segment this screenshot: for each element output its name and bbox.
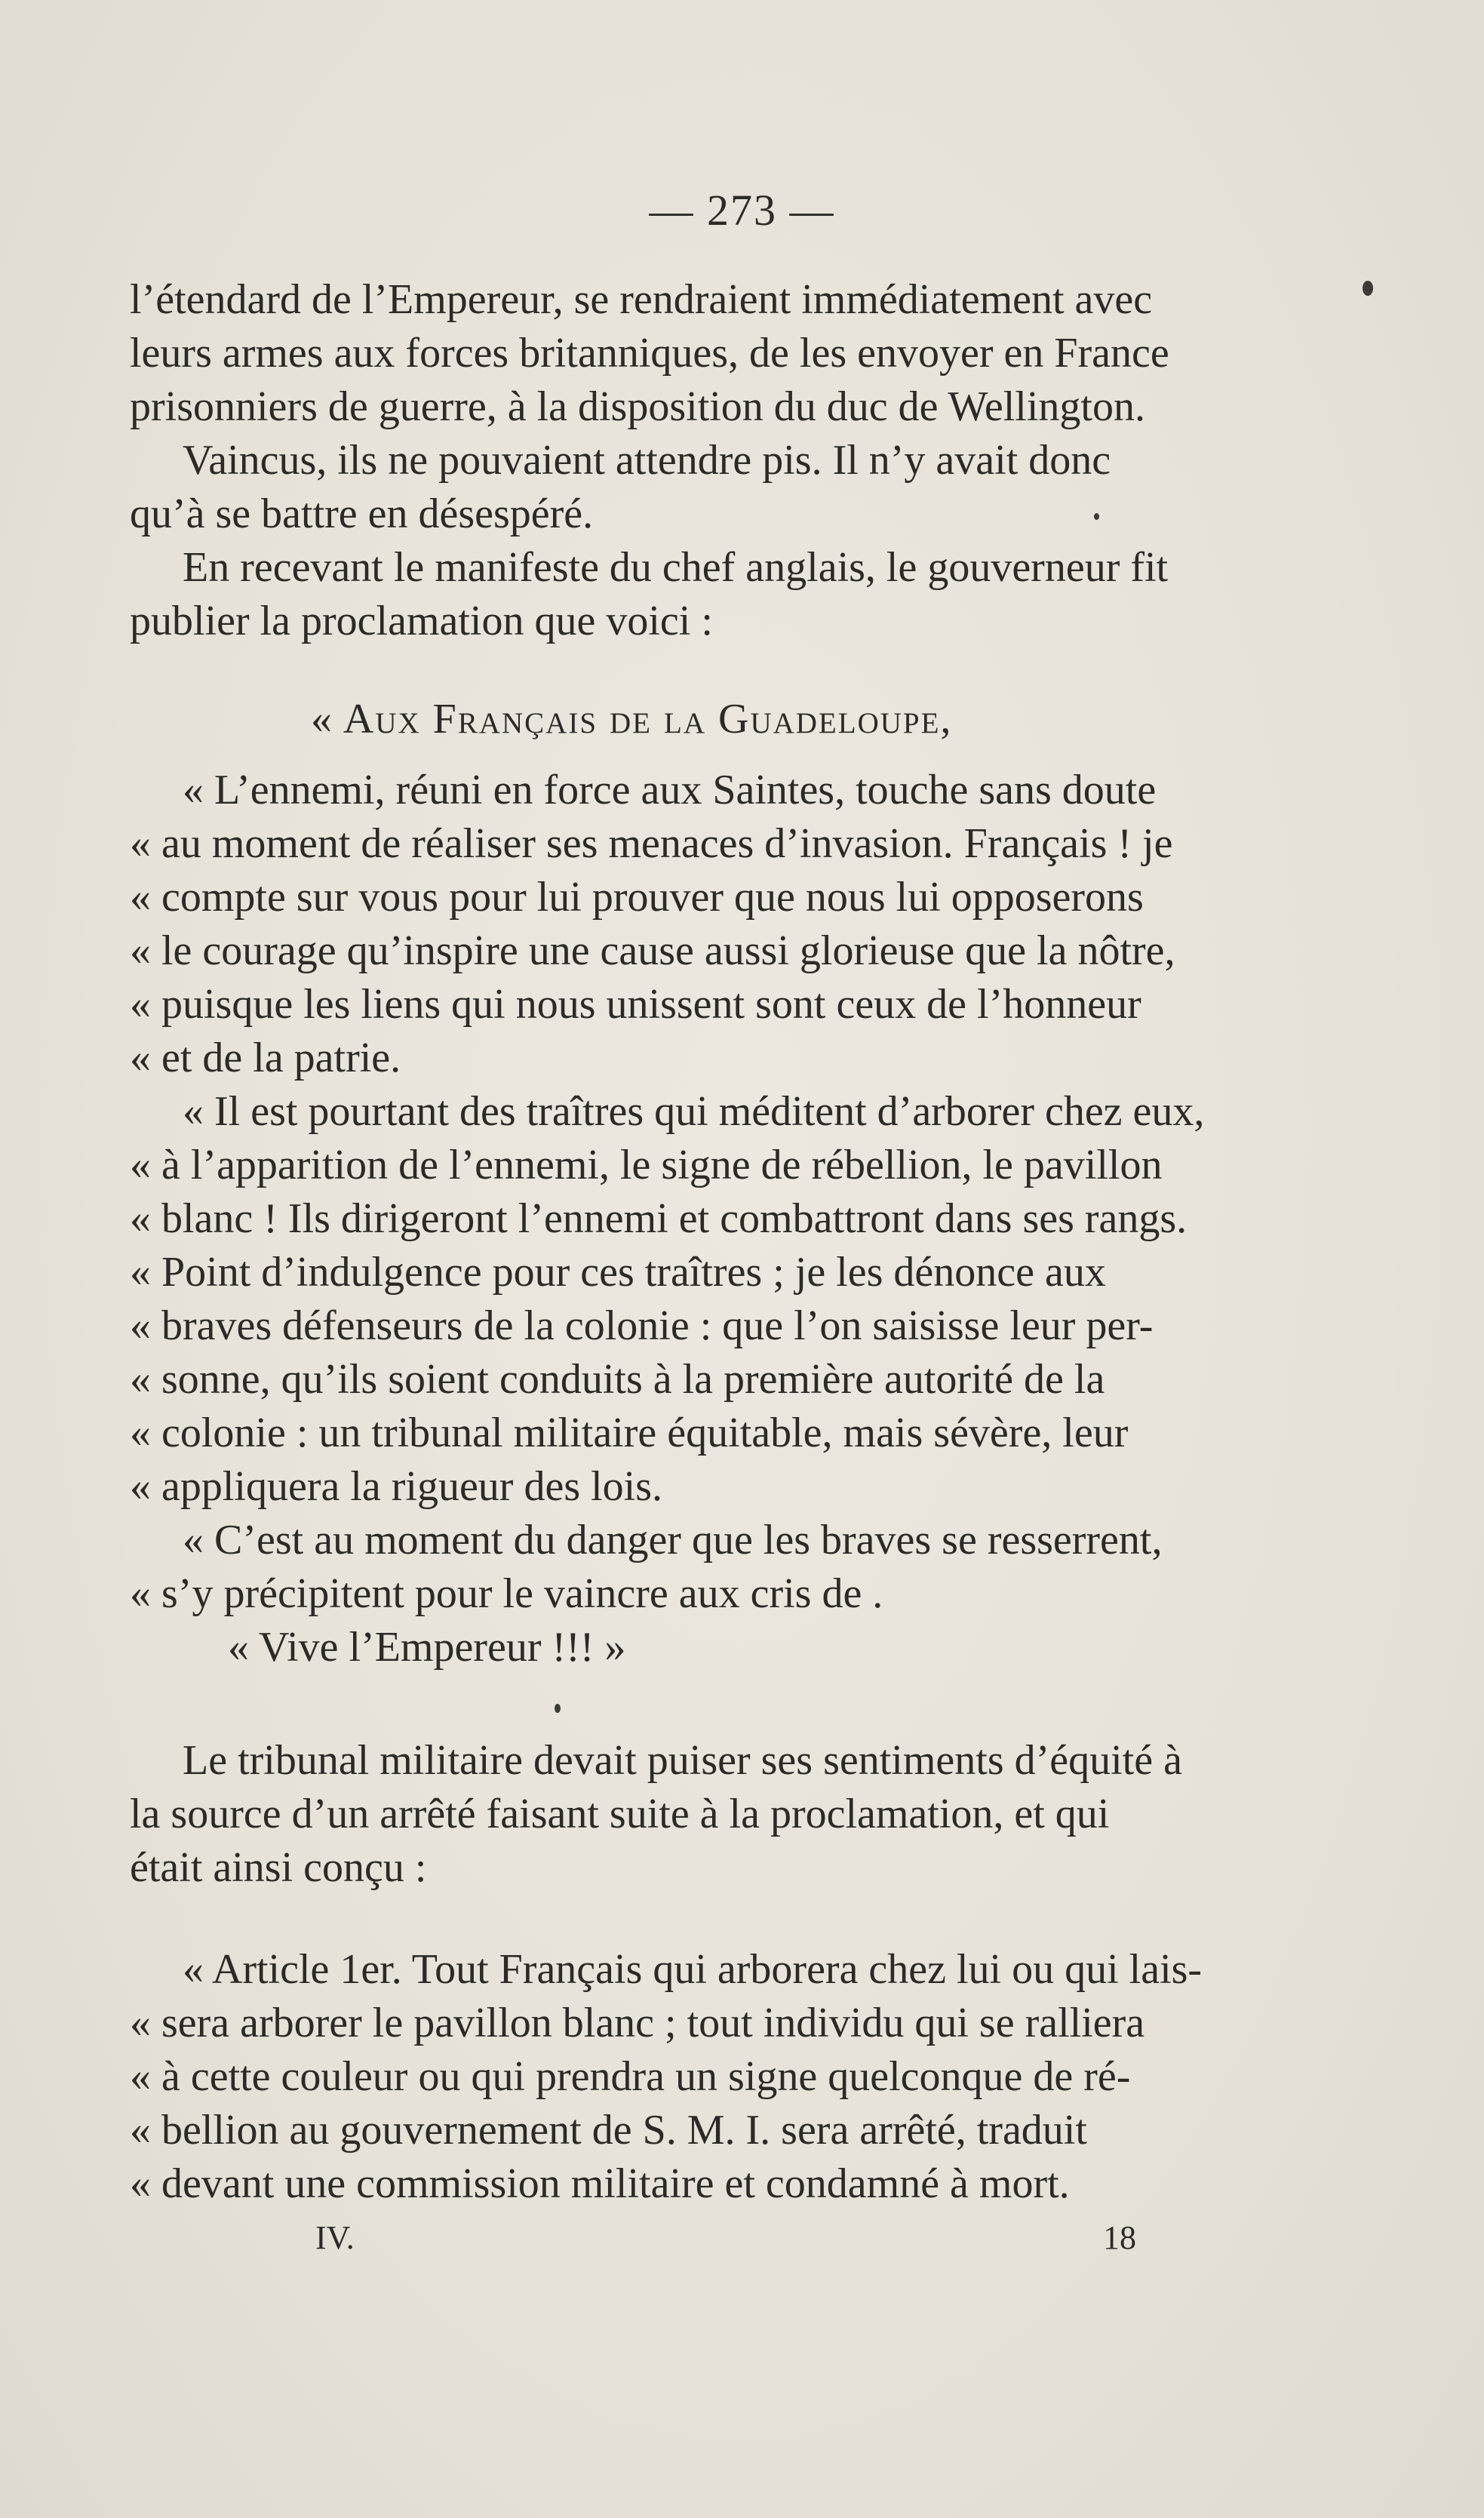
ink-spot xyxy=(1094,513,1099,520)
text-line: « sonne, qu’ils soient conduits à la première autorité de la xyxy=(130,1356,1105,1403)
text-line: « Vive l’Empereur !!! » xyxy=(228,1624,626,1671)
text-line: « à cette couleur ou qui prendra un signe quelconque de ré- xyxy=(130,2053,1131,2100)
text-line: Vaincus, ils ne pouvaient attendre pis. Il n’y avait donc xyxy=(183,437,1111,484)
ink-spot xyxy=(555,1704,561,1713)
text-line: « Point d’indulgence pour ces traîtres ; je les dénonce aux xyxy=(130,1249,1106,1296)
text-line: « L’ennemi, réuni en force aux Saintes, touche sans doute xyxy=(183,767,1157,813)
text-line: « s’y précipitent pour le vaincre aux cris de . xyxy=(130,1570,883,1617)
arrete-body xyxy=(130,1943,1284,2211)
ink-spot xyxy=(1363,281,1373,296)
text-line: « sera arborer le pavillon blanc ; tout individu qui se ralliera xyxy=(130,2000,1145,2046)
text-line: Le tribunal militaire devait puiser ses sentiments d’équité à xyxy=(183,1737,1182,1784)
text-line: la source d’un arrêté faisant suite à la proclamation, et qui xyxy=(130,1791,1110,1837)
text-line: prisonniers de guerre, à la disposition du duc de Wellington. xyxy=(130,383,1145,430)
text-line: « blanc ! Ils dirigeront l’ennemi et combattront dans ses rangs. xyxy=(130,1195,1188,1242)
text-line: En recevant le manifeste du chef anglais, le gouverneur fit xyxy=(183,544,1169,591)
signature-mark-number: 18 xyxy=(1103,2219,1136,2256)
proclamation-heading: « Aux Français de la Guadeloupe, xyxy=(311,696,953,742)
paragraph xyxy=(130,1734,1284,1895)
text-line: « colonie : un tribunal militaire équitable, mais sévère, leur xyxy=(130,1410,1129,1456)
text-line: qu’à se battre en désespéré. xyxy=(130,490,594,537)
proclamation-body xyxy=(130,764,1284,1674)
text-line: « Il est pourtant des traîtres qui méditent d’arborer chez eux, xyxy=(183,1088,1205,1135)
text-line: « compte sur vous pour lui prouver que nous lui opposerons xyxy=(130,874,1144,921)
text-line: « et de la patrie. xyxy=(130,1035,401,1081)
text-line: « braves défenseurs de la colonie : que l’on saisisse leur per- xyxy=(130,1302,1154,1349)
text-line: « appliquera la rigueur des lois. xyxy=(130,1463,663,1510)
text-line: « devant une commission militaire et condamné à mort. xyxy=(130,2160,1070,2207)
paragraph-continuation xyxy=(130,273,1284,541)
text-line: « au moment de réaliser ses menaces d’invasion. Français ! je xyxy=(130,820,1173,867)
text-line: l’étendard de l’Empereur, se rendraient immédiatement avec xyxy=(130,276,1153,323)
paragraph xyxy=(130,541,1284,648)
text-line: « à l’apparition de l’ennemi, le signe de rébellion, le pavillon xyxy=(130,1142,1163,1188)
text-line: publier la proclamation que voici : xyxy=(130,598,713,644)
text-line: « Article 1er. Tout Français qui arborera chez lui ou qui lais- xyxy=(183,1946,1203,1993)
text-line: « bellion au gouvernement de S. M. I. sera arrêté, traduit xyxy=(130,2107,1087,2154)
page-number: — 273 — xyxy=(649,186,835,235)
text-line: « le courage qu’inspire une cause aussi glorieuse que la nôtre, xyxy=(130,927,1175,974)
signature-mark-volume: IV. xyxy=(315,2219,355,2256)
text-line: était ainsi conçu : xyxy=(130,1844,427,1891)
text-line: « C’est au moment du danger que les braves se resserrent, xyxy=(183,1517,1163,1563)
text-line: leurs armes aux forces britanniques, de les envoyer en France xyxy=(130,330,1169,377)
text-line: « puisque les liens qui nous unissent sont ceux de l’honneur xyxy=(130,981,1141,1028)
